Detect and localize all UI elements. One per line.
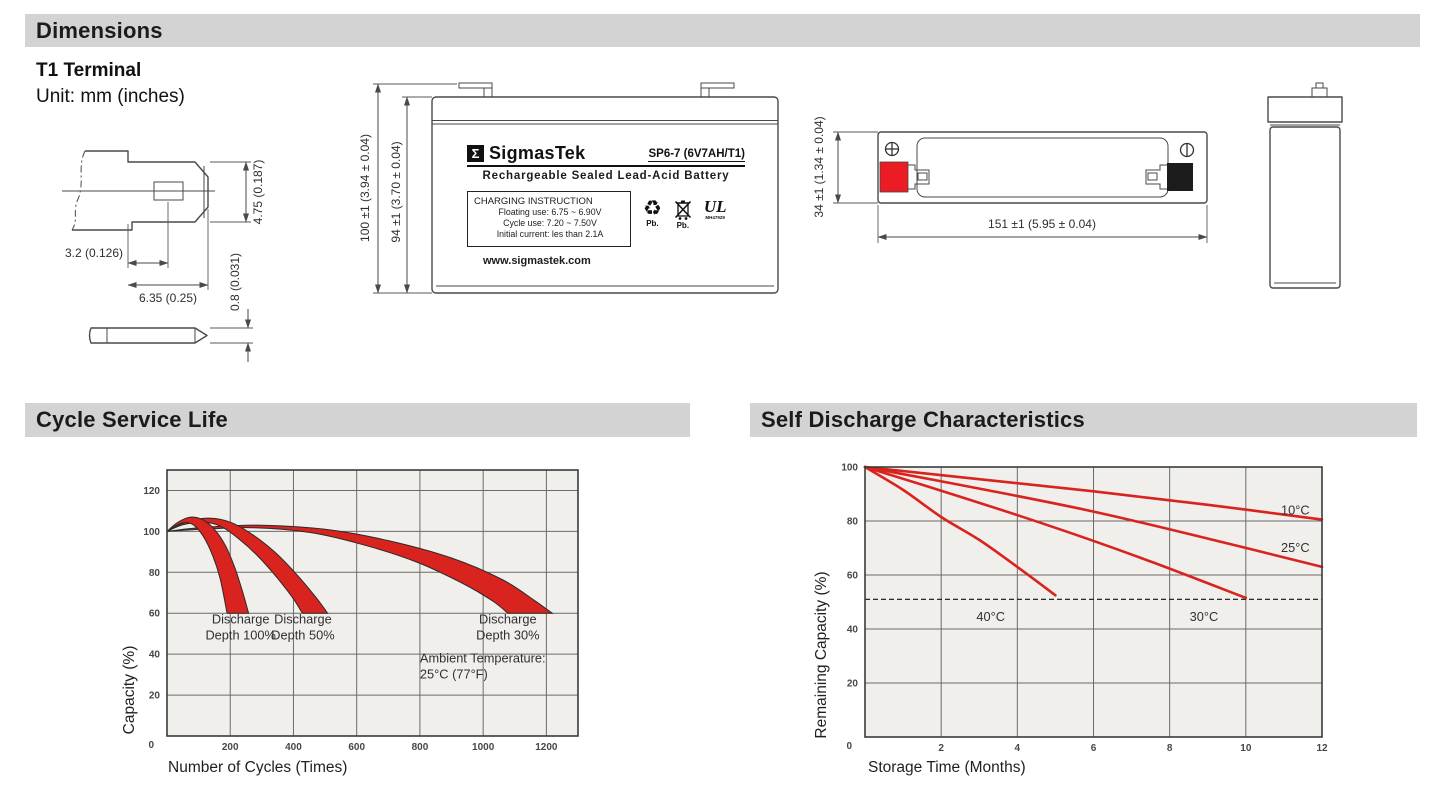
label-divider xyxy=(467,165,745,167)
chart-annotation: Discharge Depth 30% xyxy=(476,611,540,643)
y-axis-label: Capacity (%) xyxy=(121,645,138,735)
charging-instruction-box xyxy=(467,191,631,247)
negative-terminal-black xyxy=(1167,163,1193,191)
dim-slot-offset: 3.2 (0.126) xyxy=(64,246,123,260)
x-tick-label: 1200 xyxy=(535,742,558,753)
x-tick-label: 12 xyxy=(1316,743,1328,754)
dim-length: 151 ±1 (5.95 ± 0.04) xyxy=(988,217,1096,231)
dim-depth: 34 ±1 (1.34 ± 0.04) xyxy=(812,116,826,218)
pb-recycle-icon: ♻ Pb. xyxy=(643,196,662,228)
sigma-logo-icon: Σ xyxy=(467,145,484,162)
section-header-dimensions xyxy=(25,14,1420,47)
terminal-detail-drawing xyxy=(55,125,305,375)
y-tick-label: 100 xyxy=(143,526,160,538)
side-terminal xyxy=(1312,83,1327,97)
x-tick-label: 6 xyxy=(1090,743,1097,754)
brand-name: SigmasTek xyxy=(489,143,586,163)
battery-label xyxy=(467,144,745,267)
x-axis-label: Number of Cycles (Times) xyxy=(168,759,348,776)
y-tick-label: 20 xyxy=(148,690,160,702)
section-title-cycle-life: Cycle Service Life xyxy=(36,407,228,432)
top-view-drawing xyxy=(795,100,1215,250)
x-tick-label: 600 xyxy=(348,742,366,753)
chart-annotation: 10°C xyxy=(1281,502,1310,518)
y-tick-label: 20 xyxy=(846,678,858,690)
x-tick-label: 2 xyxy=(938,743,944,754)
chart-annotation: 40°C xyxy=(976,608,1005,624)
origin-tick-label: 0 xyxy=(846,741,852,752)
y-tick-label: 60 xyxy=(846,570,858,582)
x-tick-label: 400 xyxy=(285,742,302,753)
y-tick-label: 40 xyxy=(846,624,858,636)
charging-line-cycle: Cycle use: 7.20 ~ 7.50V xyxy=(503,218,597,229)
website-text: www.sigmastek.com xyxy=(483,254,591,267)
terminal-type-heading: T1 Terminal xyxy=(36,60,142,81)
charging-line-floating: Floating use: 6.75 ~ 6.90V xyxy=(498,206,602,217)
origin-tick-label: 0 xyxy=(148,740,154,751)
y-axis-label: Remaining Capacity (%) xyxy=(813,571,830,739)
section-title-self-discharge: Self Discharge Characteristics xyxy=(761,407,1085,432)
positive-symbol xyxy=(886,143,899,156)
dim-total-height: 100 ±1 (3.94 ± 0.04) xyxy=(358,134,372,242)
chart-annotation: Ambient Temperature: 25°C (77°F) xyxy=(419,650,546,682)
x-tick-label: 1000 xyxy=(472,742,495,753)
unit-note: Unit: mm (inches) xyxy=(36,86,185,107)
top-view-case xyxy=(878,132,1207,203)
y-tick-label: 100 xyxy=(841,462,858,474)
y-tick-label: 40 xyxy=(148,649,160,661)
cycle-service-life-chart xyxy=(110,450,620,790)
charging-title: CHARGING INSTRUCTION xyxy=(474,195,593,207)
chart-annotation: 30°C xyxy=(1189,608,1219,624)
model-number: SP6-7 (6V7AH/T1) xyxy=(648,148,745,160)
section-header-self-discharge xyxy=(750,403,1417,437)
section-title-dimensions: Dimensions xyxy=(36,17,163,43)
y-tick-label: 120 xyxy=(143,485,160,497)
dim-case-height: 94 ±1 (3.70 ± 0.04) xyxy=(389,141,403,243)
dim-tab-height: 4.75 (0.187) xyxy=(251,159,265,225)
y-tick-label: 80 xyxy=(148,567,160,579)
x-tick-label: 200 xyxy=(221,742,239,753)
chart-annotation: Discharge Depth 100% xyxy=(205,611,276,643)
side-view-drawing xyxy=(1252,58,1352,308)
ul-listed-icon: UL MH47929 xyxy=(703,196,727,220)
y-tick-label: 80 xyxy=(846,516,858,528)
chart-annotation: Discharge Depth 50% xyxy=(271,611,335,643)
section-header-cycle-life xyxy=(25,403,690,437)
top-view-inner xyxy=(917,138,1168,197)
chart-annotation: 25°C xyxy=(1281,540,1310,556)
terminal-tab-left xyxy=(459,83,492,97)
x-tick-label: 800 xyxy=(411,742,429,753)
side-body xyxy=(1270,127,1340,288)
x-tick-label: 4 xyxy=(1014,743,1021,754)
y-tick-label: 60 xyxy=(148,608,160,620)
pb-no-trash-icon: Pb. xyxy=(673,199,693,230)
self-discharge-chart xyxy=(800,450,1340,790)
x-axis-label: Storage Time (Months) xyxy=(868,759,1026,776)
negative-symbol xyxy=(1181,144,1194,157)
charging-line-initial: Initial current: les than 2.1A xyxy=(496,229,604,240)
battery-type-text: Rechargeable Sealed Lead-Acid Battery xyxy=(482,169,730,182)
x-tick-label: 8 xyxy=(1166,743,1173,754)
positive-terminal-red xyxy=(880,162,908,192)
side-cap xyxy=(1268,97,1342,122)
dim-tab-thickness: 0.8 (0.031) xyxy=(228,252,242,312)
front-view-figure xyxy=(355,70,785,315)
x-tick-label: 10 xyxy=(1240,743,1252,754)
dim-tab-width: 6.35 (0.25) xyxy=(138,291,198,305)
terminal-tab-right xyxy=(701,83,734,97)
